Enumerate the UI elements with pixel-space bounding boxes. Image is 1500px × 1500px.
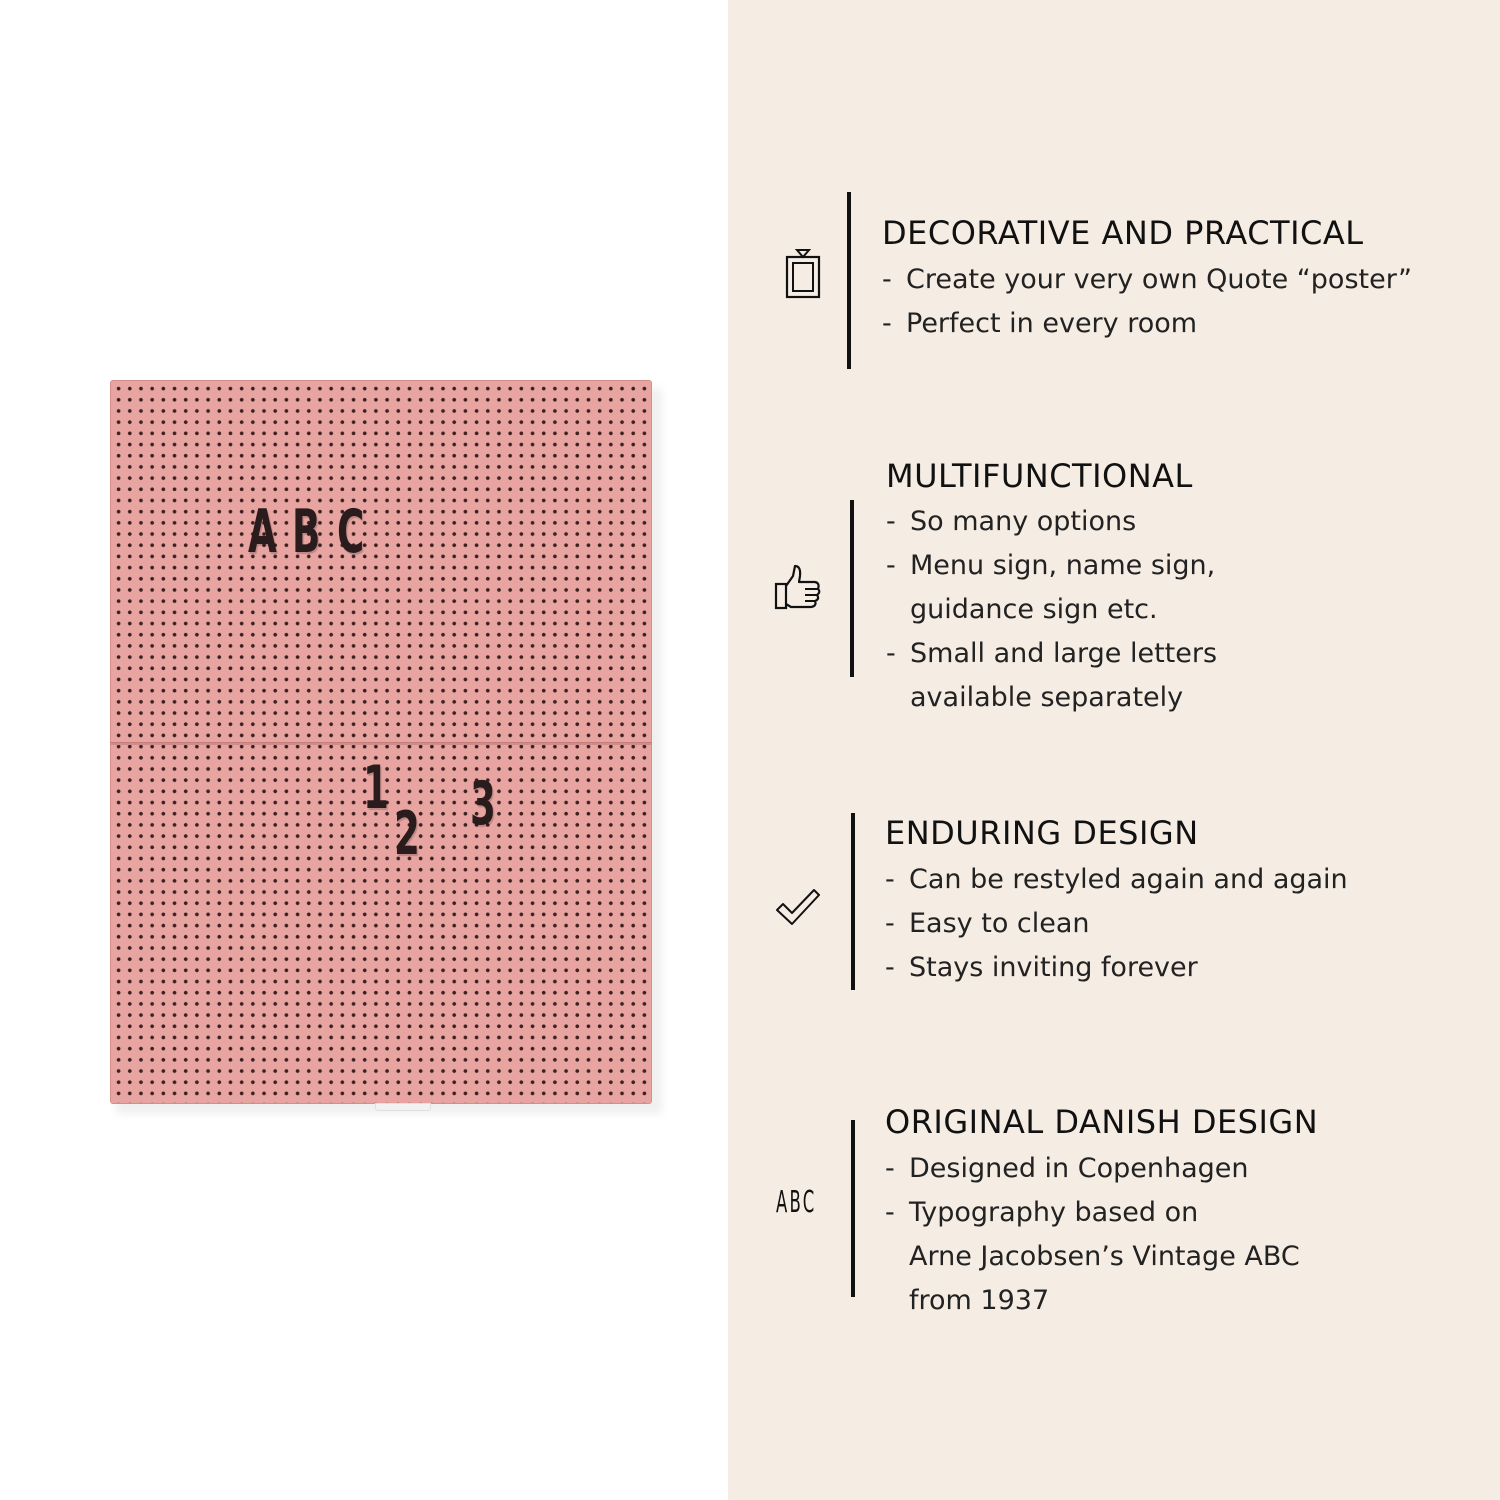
checkmark-icon bbox=[774, 886, 822, 935]
peg-letter-b: B bbox=[292, 497, 321, 567]
feature-bullets bbox=[882, 258, 1412, 346]
feature-divider bbox=[851, 813, 855, 990]
board-seam bbox=[110, 742, 652, 745]
product-image-panel bbox=[0, 0, 728, 1500]
bullet-item: - Menu sign, name sign, bbox=[886, 544, 1217, 588]
feature-bullets bbox=[885, 1147, 1300, 1323]
peg-number-2: 2 bbox=[394, 799, 420, 869]
bullet-item: guidance sign etc. bbox=[910, 594, 1158, 625]
bullet-item: - Stays inviting forever bbox=[885, 946, 1348, 990]
bullet-item: - Small and large letters bbox=[886, 632, 1217, 676]
feature-bullets bbox=[886, 500, 1217, 720]
bullet-item: - Designed in Copenhagen bbox=[885, 1147, 1300, 1191]
bullet-item: available separately bbox=[910, 682, 1184, 713]
feature-heading: ENDURING DESIGN bbox=[885, 814, 1199, 852]
bullet-item: - So many options bbox=[886, 500, 1217, 544]
feature-heading: DECORATIVE AND PRACTICAL bbox=[882, 214, 1364, 252]
bullet-item: - Can be restyled again and again bbox=[885, 858, 1348, 902]
peg-letter-a: A bbox=[248, 497, 277, 567]
thumbs-up-icon bbox=[773, 562, 823, 617]
bullet-item: - Create your very own Quote “poster” bbox=[882, 258, 1412, 302]
feature-divider bbox=[851, 1120, 855, 1297]
pegboard bbox=[110, 380, 652, 1104]
peg-number-1: 1 bbox=[363, 753, 389, 823]
poster-frame-icon bbox=[784, 248, 822, 305]
bullet-item: Arne Jacobsen’s Vintage ABC bbox=[909, 1241, 1300, 1272]
bullet-item: from 1937 bbox=[909, 1285, 1050, 1316]
peg-number-3: 3 bbox=[470, 769, 496, 839]
feature-bullets bbox=[885, 858, 1348, 990]
abc-letters-icon: ABC bbox=[776, 1185, 817, 1220]
peg-letter-c: C bbox=[337, 497, 365, 567]
bullet-item: - Typography based on bbox=[885, 1191, 1300, 1235]
bullet-item: - Perfect in every room bbox=[882, 302, 1412, 346]
feature-divider bbox=[850, 500, 854, 677]
bullet-item: - Easy to clean bbox=[885, 902, 1348, 946]
board-stand bbox=[375, 1103, 431, 1111]
feature-heading: MULTIFUNCTIONAL bbox=[886, 457, 1193, 495]
feature-divider bbox=[847, 192, 851, 369]
feature-heading: ORIGINAL DANISH DESIGN bbox=[885, 1103, 1319, 1141]
